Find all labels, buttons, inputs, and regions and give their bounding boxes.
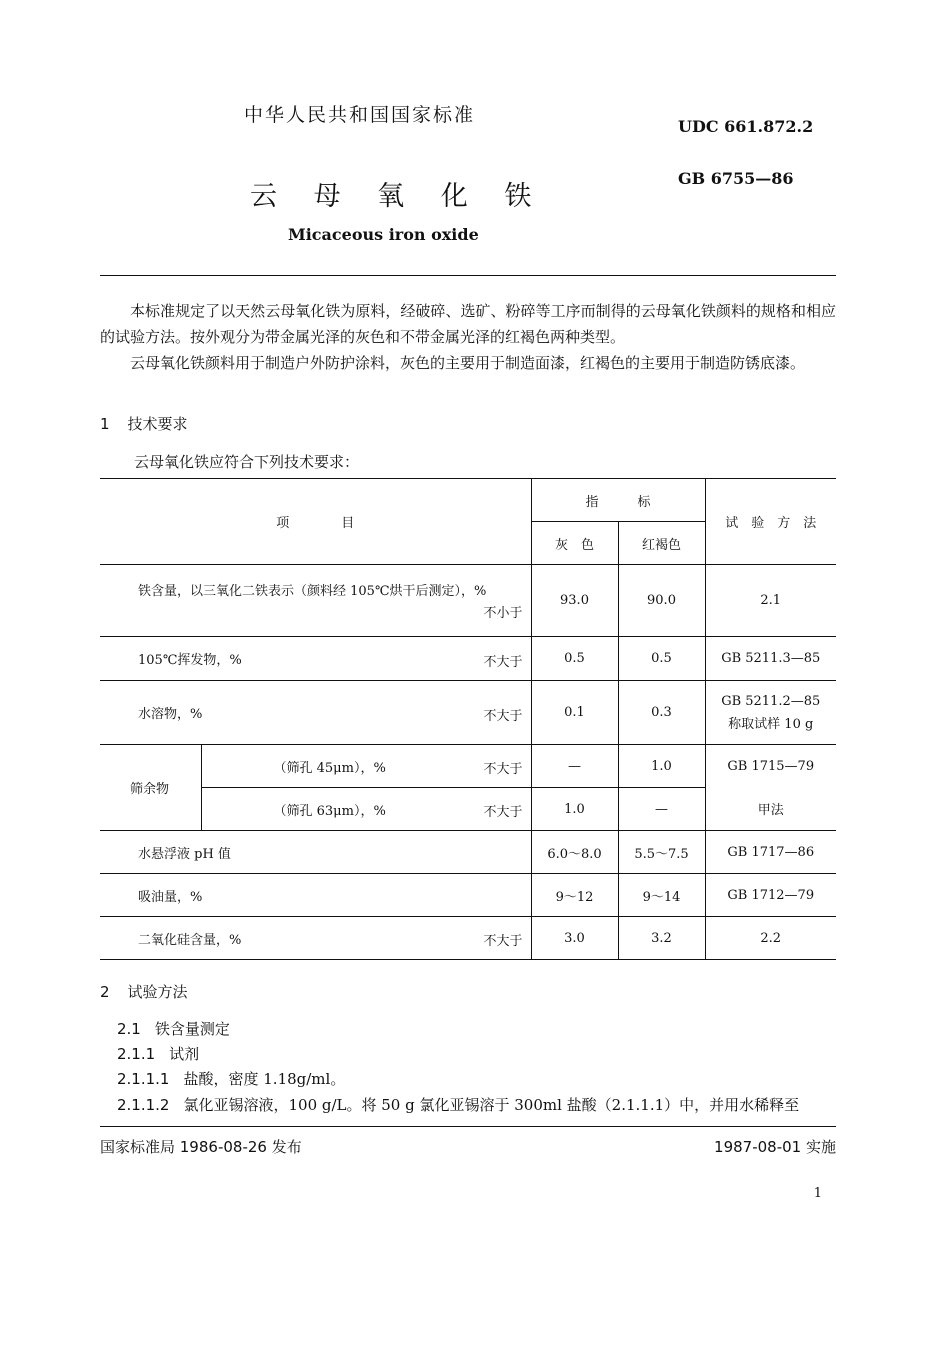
gray-value: 0.1	[531, 681, 618, 745]
document-title-en: Micaceous iron oxide	[288, 225, 479, 244]
gray-value: —	[531, 745, 618, 788]
row-item: 105℃挥发物，% 不大于	[100, 637, 531, 681]
intro-paragraph: 本标准规定了以天然云母氧化铁为原料，经破碎、选矿、粉碎等工序而制得的云母氧化铁颜料的规格和相应的试验方法。按外观分为带金属光泽的灰色和不带金属光泽的红褐色两种类型。	[100, 302, 836, 346]
method-value: GB 5211.3—85	[705, 637, 836, 681]
subsection-heading: 2.1 铁含量测定	[117, 1020, 230, 1038]
red-value: 0.5	[618, 637, 705, 681]
table-row	[100, 788, 836, 831]
table-row	[100, 681, 836, 745]
red-value: —	[618, 788, 705, 831]
table-row	[100, 565, 836, 637]
page-number: 1	[813, 1186, 822, 1201]
gray-value: 0.5	[531, 637, 618, 681]
method-value: GB 1712—79	[705, 874, 836, 917]
red-value: 5.5～7.5	[618, 831, 705, 874]
row-item: 铁含量，以三氧化二铁表示（颜料经 105℃烘干后测定），% 不小于	[100, 565, 531, 637]
issuing-standard-title: 中华人民共和国国家标准	[244, 104, 476, 126]
document-title-cn: 云 母 氧 化 铁	[250, 181, 546, 212]
intro-text	[100, 298, 836, 376]
table-row	[100, 831, 836, 874]
row-item: 二氧化硅含量，% 不大于	[100, 917, 531, 960]
intro-paragraph: 云母氧化铁颜料用于制造户外防护涂料，灰色的主要用于制造面漆，红褐色的主要用于制造防锈底漆。	[130, 354, 806, 372]
gray-value: 93.0	[531, 565, 618, 637]
method-value: 甲法	[705, 788, 836, 831]
subsection-heading: 2.1.1 试剂	[117, 1045, 200, 1063]
method-value: 2.1	[705, 565, 836, 637]
red-value: 90.0	[618, 565, 705, 637]
gb-code: GB 6755—86	[678, 169, 794, 188]
method-value: GB 1717—86	[705, 831, 836, 874]
gray-value: 9～12	[531, 874, 618, 917]
gray-value: 1.0	[531, 788, 618, 831]
clause-2-1-1-2: 2.1.1.2 氯化亚锡溶液，100 g/L。将 50 g 氯化亚锡溶于 300ml 盐酸（2.1.1.1）中，并用水稀释至	[117, 1096, 800, 1114]
method-value: GB 1715—79	[705, 745, 836, 788]
red-value: 3.2	[618, 917, 705, 960]
footer-rule	[100, 1126, 836, 1127]
udc-code: UDC 661.872.2	[678, 117, 814, 136]
section-heading: 2 试验方法	[100, 983, 188, 1001]
header-red: 红褐色	[618, 522, 705, 565]
row-item: （筛孔 63μm），% 不大于	[201, 788, 531, 831]
effective-date: 1987-08-01 实施	[714, 1138, 836, 1156]
method-value: GB 5211.2—85 称取试样 10 g	[705, 681, 836, 745]
method-value: 2.2	[705, 917, 836, 960]
header-gray: 灰 色	[531, 522, 618, 565]
section-heading: 1 技术要求	[100, 415, 188, 433]
red-value: 0.3	[618, 681, 705, 745]
section-lead: 云母氧化铁应符合下列技术要求：	[134, 453, 360, 471]
red-value: 1.0	[618, 745, 705, 788]
table-row	[100, 637, 836, 681]
clause-2-1-1-1: 2.1.1.1 盐酸，密度 1.18g/ml。	[117, 1070, 346, 1088]
row-item: 水溶物，% 不大于	[100, 681, 531, 745]
table-row	[100, 917, 836, 960]
table-row	[100, 745, 836, 788]
row-item: 吸油量，%	[100, 874, 531, 917]
row-item: 水悬浮液 pH 值	[100, 831, 531, 874]
table-header-row	[100, 479, 836, 522]
issue-date: 国家标准局 1986-08-26 发布	[100, 1138, 302, 1156]
header-method: 试 验 方 法	[705, 479, 836, 565]
spec-table	[100, 478, 836, 960]
gray-value: 3.0	[531, 917, 618, 960]
header-index: 指 标	[531, 479, 705, 522]
sieve-label: 筛余物	[100, 745, 201, 831]
header-rule	[100, 275, 836, 276]
row-item: （筛孔 45μm），% 不大于	[201, 745, 531, 788]
header-item: 项 目	[100, 479, 531, 565]
red-value: 9～14	[618, 874, 705, 917]
gray-value: 6.0～8.0	[531, 831, 618, 874]
table-row	[100, 874, 836, 917]
